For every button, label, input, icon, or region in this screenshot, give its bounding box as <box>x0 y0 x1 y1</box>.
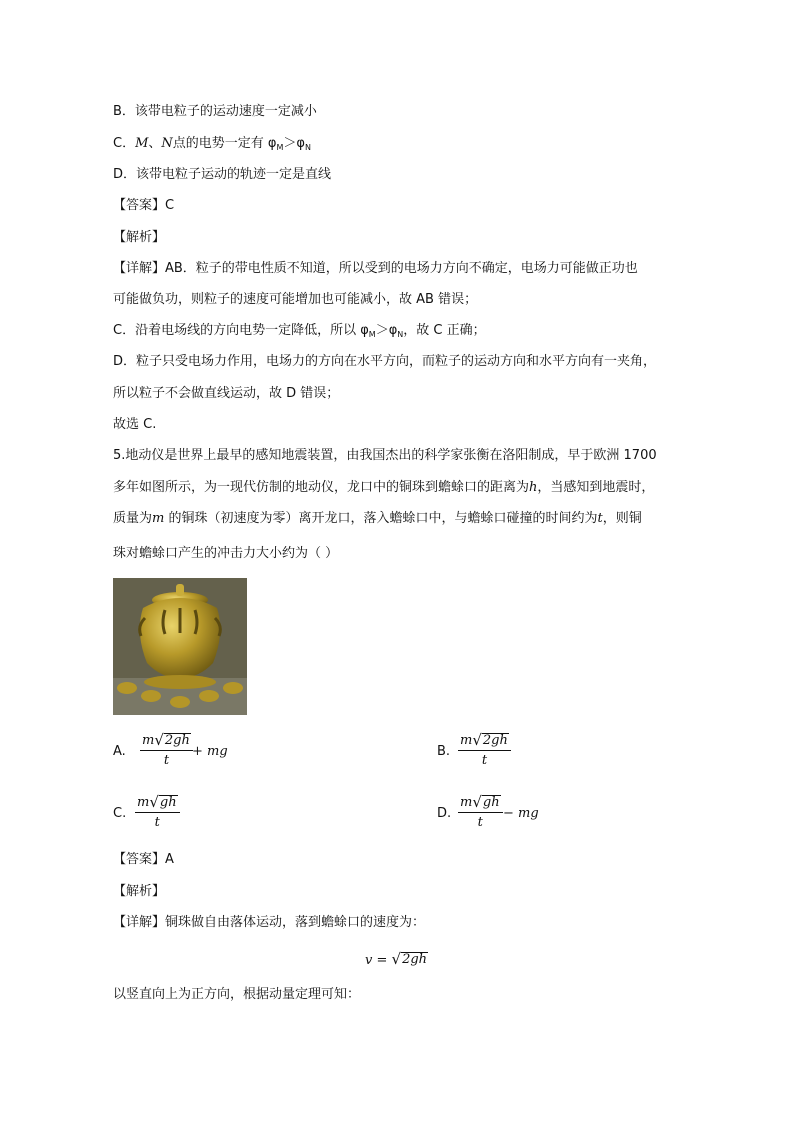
detail-line: 以竖直向上为正方向，根据动量定理可知： <box>113 987 361 1002</box>
option-a-tail: + mg <box>192 744 228 759</box>
detail-line: C．沿着电场线的方向电势一定降低，所以 $\varphi_M>\varphi_N$，故 C 正确； <box>113 323 486 339</box>
option-d-tail: − mg <box>503 806 539 821</box>
option-d-label: D. <box>437 806 452 821</box>
option-b-fraction: m √ 2gh t <box>458 733 511 768</box>
seismograph-photo <box>113 578 247 715</box>
velocity-formula: v = √ 2gh <box>365 950 428 968</box>
analysis-label: 【解析】 <box>113 230 166 245</box>
detail-line: 可能做负功，则粒子的速度可能增加也可能减小，故 AB 错误； <box>113 292 478 307</box>
option-c-fraction: m √ gh t <box>135 795 180 830</box>
question-5-line: 珠对蟾蜍口产生的冲击力大小约为（ ） <box>113 546 339 561</box>
option-c-text: C．M、N点的电势一定有 $\varphi_M>\varphi_N$ <box>113 136 311 152</box>
question-5-line: 5.地动仪是世界上最早的感知地震装置，由我国杰出的科学家张衡在洛阳制成，早于欧洲 1700 <box>113 448 657 463</box>
question-5-line: 多年如图所示，为一现代仿制的地动仪，龙口中的铜珠到蟾蜍口的距离为h，当感知到地震时， <box>113 480 655 495</box>
answer-label: 【答案】A <box>113 852 174 867</box>
option-a-fraction: m √ 2gh t <box>140 733 193 768</box>
question-5-line: 质量为m 的铜珠（初速度为零）离开龙口，落入蟾蜍口中，与蟾蜍口碰撞的时间约为t，则铜 <box>113 511 642 526</box>
detail-line: 【详解】AB．粒子的带电性质不知道，所以受到的电场力方向不确定，电场力可能做正功也 <box>113 261 638 276</box>
option-c-label: C. <box>113 806 127 821</box>
detail-line: 【详解】铜珠做自由落体运动，落到蟾蜍口的速度为： <box>113 915 426 930</box>
option-b-label: B. <box>437 744 451 759</box>
detail-line: D．粒子只受电场力作用，电场力的方向在水平方向，而粒子的运动方向和水平方向有一夹角， <box>113 354 657 369</box>
option-d-fraction: m √ gh t <box>458 795 503 830</box>
option-b-text: B．该带电粒子的运动速度一定减小 <box>113 104 317 119</box>
option-a-label: A. <box>113 744 126 759</box>
detail-line: 所以粒子不会做直线运动，故 D 错误； <box>113 386 340 401</box>
answer-label: 【答案】C <box>113 198 175 213</box>
analysis-label: 【解析】 <box>113 884 166 899</box>
conclusion-text: 故选 C. <box>113 417 157 432</box>
option-d-text: D．该带电粒子运动的轨迹一定是直线 <box>113 167 332 182</box>
